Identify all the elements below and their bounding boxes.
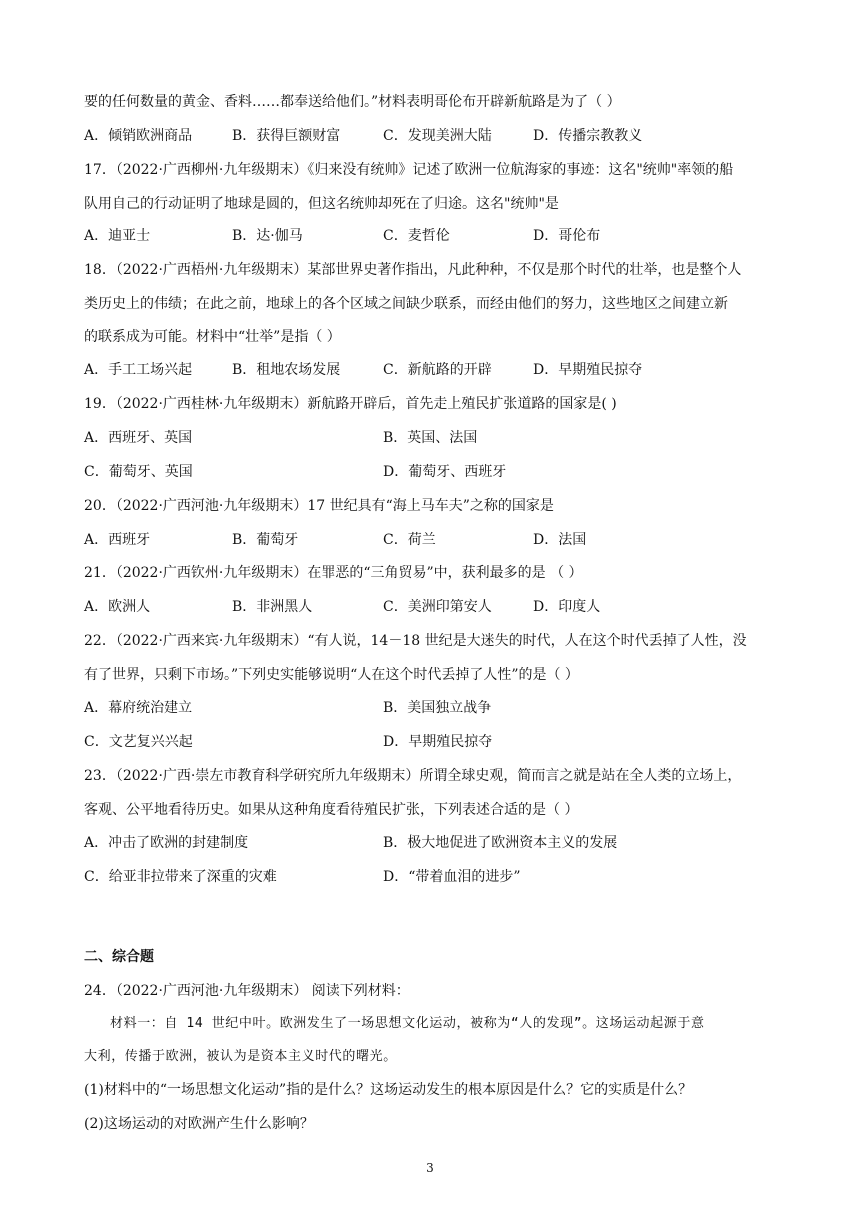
- q16-option-d: D．传播宗教教义: [533, 128, 643, 144]
- q21-option-d: D．印度人: [533, 599, 601, 615]
- q23-option-d: D．“带着血泪的进步”: [383, 869, 521, 885]
- q24-material-line1: 材料一：自 14 世纪中叶。欧洲发生了一场思想文化运动，被称为“人的发现”。这场运动起源于意: [110, 1016, 705, 1031]
- page-number: 3: [426, 1161, 434, 1175]
- q23-stem-line1: 23．（2022·广西·崇左市教育科学研究所九年级期末）所谓全球史观，简而言之就是站在全人类的立场上，: [84, 768, 742, 784]
- q16-option-c: C．发现美洲大陆: [383, 128, 492, 144]
- q17-stem-line1: 17．（2022·广西柳州·九年级期末）《归来没有统帅》记述了欧洲一位航海家的事迹：这名"统帅"率领的船: [84, 162, 734, 178]
- q24-subquestion-2: (2)这场运动的对欧洲产生什么影响？: [84, 1116, 314, 1132]
- q20-option-c: C．荷兰: [383, 532, 436, 548]
- q19-option-d: D．葡萄牙、西班牙: [383, 464, 507, 480]
- q16-option-a: A．倾销欧洲商品: [84, 128, 193, 144]
- q20-stem: 20．（2022·广西河池·九年级期末）17 世纪具有“海上马车夫”之称的国家是: [84, 498, 554, 514]
- q24-material-line2: 大利，传播于欧洲，被认为是资本主义时代的曙光。: [84, 1049, 397, 1064]
- q22-stem-line2: 有了世界，只剩下市场。”下列史实能够说明“人在这个时代丢掉了人性”的是（ ）: [84, 667, 579, 683]
- q20-option-d: D．法国: [533, 532, 587, 548]
- q18-stem-line3: 的联系成为可能。材料中“壮举”是指（ ）: [84, 329, 341, 345]
- q17-option-c: C．麦哲伦: [383, 228, 450, 244]
- q16-stem-continuation: 要的任何数量的黄金、香料……都奉送给他们。”材料表明哥伦布开辟新航路是为了（ ）: [84, 94, 621, 110]
- q19-option-a: A．西班牙、英国: [84, 430, 193, 446]
- q16-option-b: B．获得巨额财富: [232, 128, 341, 144]
- q23-option-c: C．给亚非拉带来了深重的灾难: [84, 869, 277, 885]
- q17-option-b: B．达·伽马: [232, 228, 303, 244]
- q21-option-a: A．欧洲人: [84, 599, 151, 615]
- q24-stem: 24．（2022·广西河池·九年级期末） 阅读下列材料：: [84, 983, 410, 999]
- q21-option-b: B．非洲黑人: [232, 599, 313, 615]
- q22-option-c: C．文艺复兴兴起: [84, 734, 193, 750]
- q18-option-d: D．早期殖民掠夺: [533, 362, 643, 378]
- q21-option-c: C．美洲印第安人: [383, 599, 492, 615]
- q19-option-b: B．英国、法国: [383, 430, 478, 446]
- q22-stem-line1: 22．（2022·广西来宾·九年级期末）“有人说，14－18 世纪是大迷失的时代，人在这个时代丢掉了人性，没: [84, 633, 747, 649]
- q20-option-b: B．葡萄牙: [232, 532, 299, 548]
- q21-stem: 21．（2022·广西钦州·九年级期末）在罪恶的“三角贸易”中，获利最多的是 （ ）: [84, 565, 583, 581]
- q23-option-b: B．极大地促进了欧洲资本主义的发展: [383, 835, 618, 851]
- section-heading: 二、综合题: [84, 949, 154, 965]
- q18-option-a: A．手工工场兴起: [84, 362, 193, 378]
- q17-stem-line2: 队用自己的行动证明了地球是圆的，但这名统帅却死在了归途。这名"统帅"是: [84, 196, 559, 212]
- q20-option-a: A．西班牙: [84, 532, 151, 548]
- q18-option-b: B．租地农场发展: [232, 362, 341, 378]
- q18-option-c: C．新航路的开辟: [383, 362, 492, 378]
- q22-option-d: D．早期殖民掠夺: [383, 734, 493, 750]
- q23-stem-line2: 客观、公平地看待历史。如果从这种角度看待殖民扩张，下列表述合适的是（ ）: [84, 802, 579, 818]
- q22-option-b: B．美国独立战争: [383, 700, 492, 716]
- q19-stem: 19．（2022·广西桂林·九年级期末）新航路开辟后，首先走上殖民扩张道路的国家是( ): [84, 396, 617, 412]
- q17-option-d: D．哥伦布: [533, 228, 601, 244]
- q18-stem-line2: 类历史上的伟绩；在此之前，地球上的各个区域之间缺少联系，而经由他们的努力，这些地区之间建立新: [84, 296, 728, 312]
- q22-option-a: A．幕府统治建立: [84, 700, 193, 716]
- q18-stem-line1: 18．（2022·广西梧州·九年级期末）某部世界史著作指出，凡此种种，不仅是那个时代的壮举，也是整个人: [84, 262, 742, 278]
- q17-option-a: A．迪亚士: [84, 228, 151, 244]
- q19-option-c: C．葡萄牙、英国: [84, 464, 193, 480]
- q23-option-a: A．冲击了欧洲的封建制度: [84, 835, 249, 851]
- q24-subquestion-1: (1)材料中的“一场思想文化运动”指的是什么？这场运动发生的根本原因是什么？它的实质是什么？: [84, 1082, 693, 1098]
